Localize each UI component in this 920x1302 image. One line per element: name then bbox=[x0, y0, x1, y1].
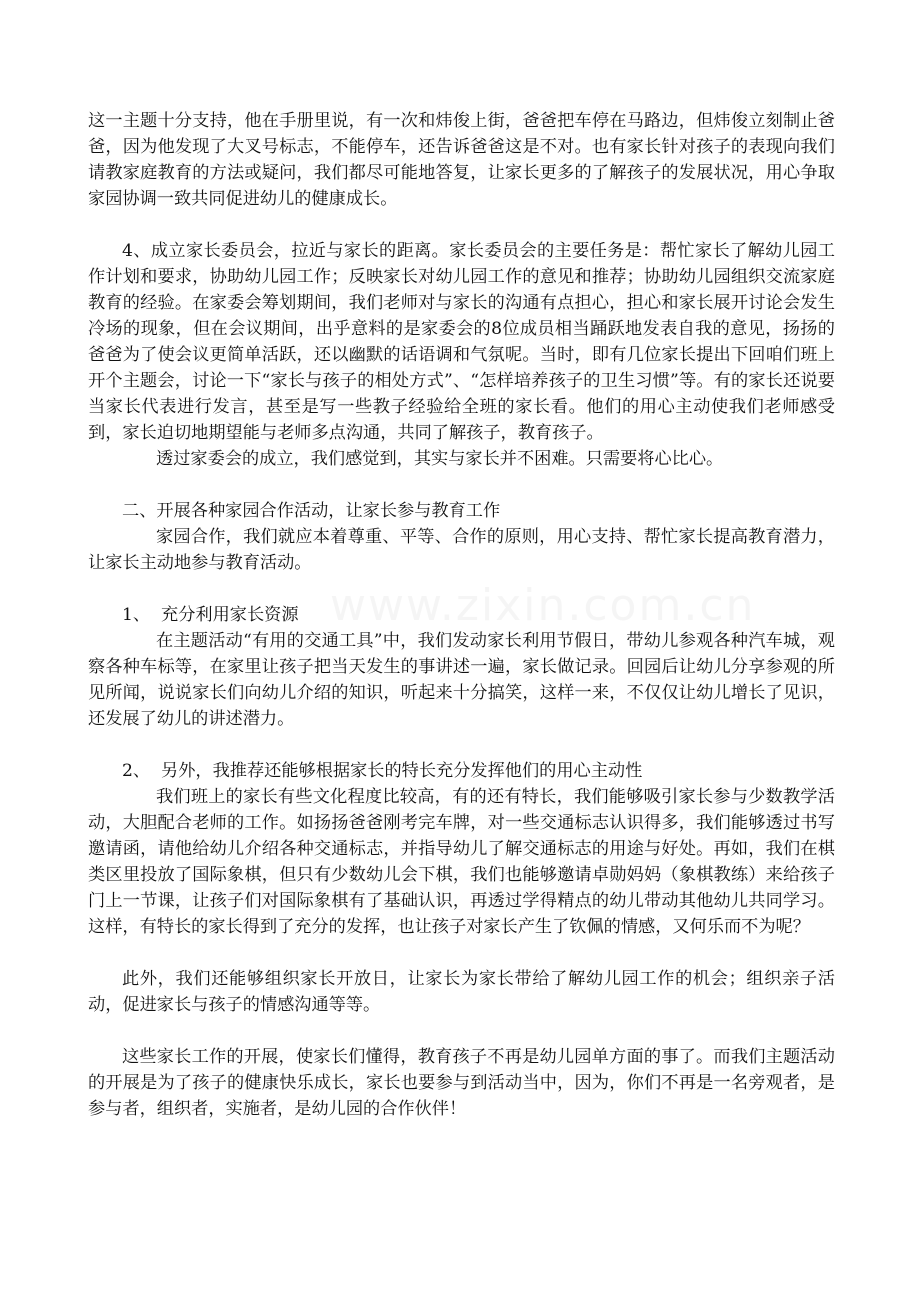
watermark: www.zixin.com.cn bbox=[330, 580, 756, 631]
paragraph-open-day: 此外，我们还能够组织家长开放日，让家长为家长带给了解幼儿园工作的机会；组织亲子活动，促进家长与孩子的情感沟通等等。 bbox=[88, 969, 835, 1015]
paragraph-committee-conclusion: 透过家委会的成立，我们感觉到，其实与家长并不困难。只需要将心比心。 bbox=[156, 449, 724, 469]
spacer bbox=[88, 1018, 835, 1044]
subheading-parent-resources: 1、 充分利用家长资源 bbox=[122, 605, 299, 625]
spacer bbox=[88, 472, 835, 498]
paragraph-parent-talents: 我们班上的家长有些文化程度比较高，有的还有特长，我们能够吸引家长参与少数教学活动，大胆配合老师的工作。如扬扬爸爸刚考完车牌，对一些交通标志认识得多，我们能够透过书写邀请函，请他给幼儿介绍各种交通标志，并指导幼儿了解交通标志的用途与好处。再如，我们在棋类区里投放了国际象棋，但只有少数幼儿会下棋，我们也能够邀请卓勋妈妈（象棋教练）来给孩子门上一节课，让孩子们对国际象棋有了基础认识，再透过学得精点的幼儿带动其他幼儿共同学习。这样，有特长的家长得到了充分的发挥，也让孩子对家长产生了钦佩的情感，又何乐而不为呢？ bbox=[88, 787, 835, 937]
paragraph-conclusion: 这些家长工作的开展，使家长们懂得，教育孩子不再是幼儿园单方面的事了。而我们主题活动的开展是为了孩子的健康快乐成长，家长也要参与到活动当中，因为，你们不再是一名旁观者，是参与者，组织者，实施者，是幼儿园的合作伙伴！ bbox=[88, 1047, 835, 1119]
paragraph-intro-continuation: 这一主题十分支持，他在手册里说，有一次和炜俊上街，爸爸把车停在马路边，但炜俊立刻制止爸爸，因为他发现了大叉号标志，不能停车，还告诉爸爸这是不对。也有家长针对孩子的表现向我们请教家庭教育的方法或疑问，我们都尽可能地答复，让家长更多的了解孩子的发展状况，用心争取家园协调一致共同促进幼儿的健康成长。 bbox=[88, 111, 835, 209]
spacer bbox=[88, 732, 835, 758]
spacer bbox=[88, 940, 835, 966]
spacer bbox=[88, 212, 835, 238]
document-body bbox=[88, 108, 835, 1122]
paragraph-transport-theme: 在主题活动“有用的交通工具”中，我们发动家长利用节假日，带幼儿参观各种汽车城，观察各种车标等，在家里让孩子把当天发生的事讲述一遍，家长做记录。回园后让幼儿分享参观的所见所闻，说说家长们向幼儿介绍的知识，听起来十分搞笑，这样一来，不仅仅让幼儿增长了见识，还发展了幼儿的讲述潜力。 bbox=[88, 631, 835, 729]
section-heading-2: 二、开展各种家园合作活动，让家长参与教育工作 bbox=[122, 501, 501, 521]
paragraph-cooperation-principle: 家园合作，我们就应本着尊重、平等、合作的原则，用心支持、帮忙家长提高教育潜力，让家长主动地参与教育活动。 bbox=[88, 527, 835, 573]
subheading-parent-strengths: 2、 另外，我推荐还能够根据家长的特长充分发挥他们的用心主动性 bbox=[122, 761, 643, 781]
spacer bbox=[88, 576, 835, 602]
paragraph-parent-committee: 4、成立家长委员会，拉近与家长的距离。家长委员会的主要任务是：帮忙家长了解幼儿园工作计划和要求，协助幼儿园工作；反映家长对幼儿园工作的意见和推荐；协助幼儿园组织交流家庭教育的经验。在家委会筹划期间，我们老师对与家长的沟通有点担心，担心和家长展开讨论会发生冷场的现象，但在会议期间，出乎意料的是家委会的8位成员相当踊跃地发表自我的意见，扬扬的爸爸为了使会议更简单活跃，还以幽默的话语调和气氛呢。当时，即有几位家长提出下回咱们班上开个主题会，讨论一下“家长与孩子的相处方式”、“怎样培养孩子的卫生习惯”等。有的家长还说要当家长代表进行发言，甚至是写一些教子经验给全班的家长看。他们的用心主动使我们老师感受到，家长迫切地期望能与老师多点沟通，共同了解孩子，教育孩子。 bbox=[88, 241, 835, 443]
